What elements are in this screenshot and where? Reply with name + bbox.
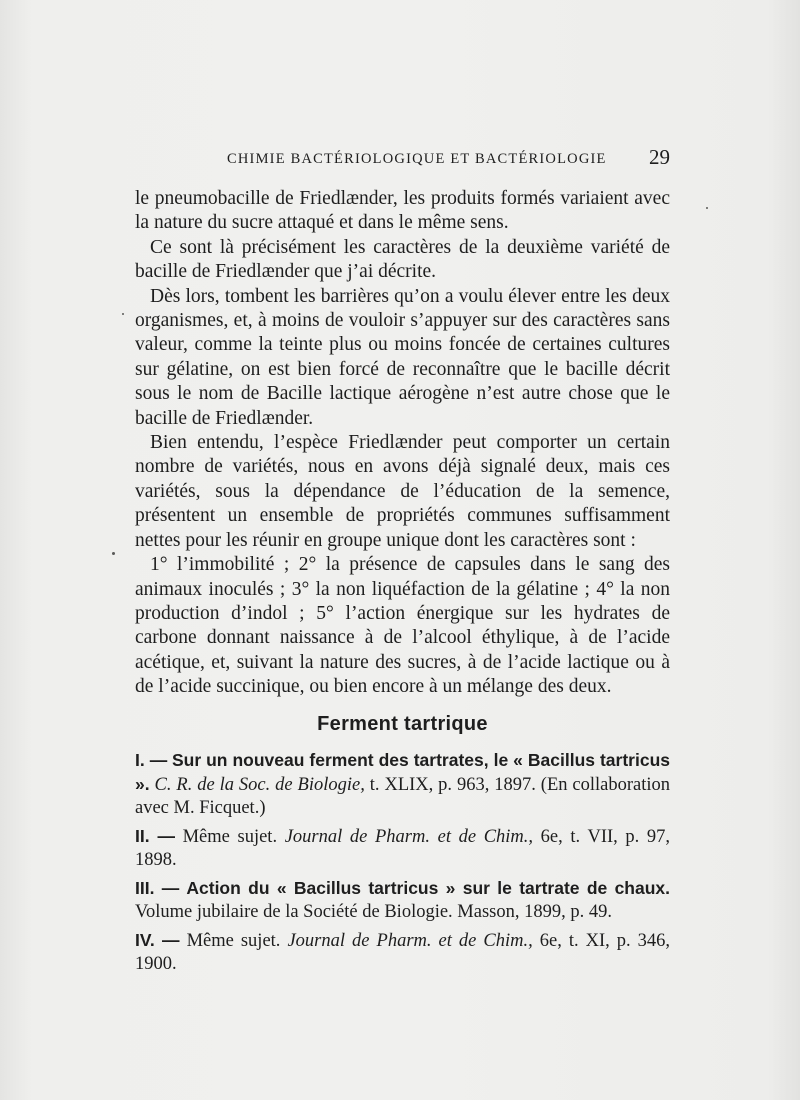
- reference-details: t. XLIX, p. 963, 1897. (En collaboration avec M. Ficquet.): [135, 775, 671, 818]
- paragraph: Ce sont là précisément les caractères de la deuxième variété de bacille de Friedlænder que j’ai décrite.: [135, 236, 670, 283]
- reference-details: Volume jubilaire de la Société de Biologie. Masson, 1899, p. 49.: [135, 902, 612, 922]
- page-number: 29: [649, 145, 670, 169]
- reference-number: IV. —: [135, 930, 180, 950]
- reference-journal: C. R. de la Soc. de Biologie,: [154, 775, 365, 795]
- reference-number: I. —: [135, 750, 168, 770]
- reference-title: Même sujet.: [186, 931, 281, 951]
- paragraph: Bien entendu, l’espèce Friedlænder peut comporter un certain nombre de variétés, nous en avons déjà signalé deux, mais ces variétés, sous la dépendance de l’éducation de la semence, présentent un ensemble de propriétés communes suffisamment nettes pour les réunir en groupe unique dont les caractères sont :: [135, 432, 670, 551]
- paragraph: Dès lors, tombent les barrières qu’on a voulu élever entre les deux organismes, et, à moins de vouloir s’appuyer sur des caractères sans valeur, comme la teinte plus ou moins foncée de certaines cultures sur gélatine, on est bien forcé de reconnaître que le bacille décrit sous le nom de Bacille lactique aérogène n’est autre chose que le bacille de Friedlænder.: [135, 285, 670, 429]
- reference-item: [135, 877, 670, 924]
- section-heading: Ferment tartrique: [317, 713, 488, 735]
- reference-list: [135, 749, 670, 981]
- reference-number: III. —: [135, 878, 180, 898]
- body-text: [135, 187, 670, 700]
- reference-title: Sur un nouveau ferment des tartrates, le « Bacillus tartricus ».: [135, 750, 671, 794]
- reference-details: 6e, t. VII, p. 97, 1898.: [135, 827, 671, 870]
- paper-speck: [706, 207, 708, 209]
- reference-journal: Journal de Pharm. et de Chim.,: [287, 931, 533, 951]
- reference-item: [135, 929, 670, 976]
- reference-title: Même sujet.: [182, 827, 278, 847]
- paragraph: le pneumobacille de Friedlænder, les produits formés variaient avec la nature du sucre attaqué et dans le même sens.: [135, 188, 670, 234]
- reference-journal: Journal de Pharm. et de Chim.,: [284, 827, 534, 847]
- page-header: [135, 145, 670, 181]
- reference-details: 6e, t. XI, p. 346, 1900.: [135, 931, 671, 974]
- reference-title: Action du « Bacillus tartricus » sur le tartrate de chaux.: [186, 878, 671, 898]
- paper-speck: [112, 552, 115, 555]
- reference-number: II. —: [135, 826, 175, 846]
- reference-item: [135, 825, 670, 872]
- reference-item: [135, 749, 670, 820]
- paragraph: 1° l’immobilité ; 2° la présence de capsules dans le sang des animaux inoculés ; 3° la non liquéfaction de la gélatine ; 4° la non production d’indol ; 5° l’action énergique sur les hydrates de carbone donnant naissance à de l’alcool éthylique, à de l’acide acétique, et, suivant la nature des sucres, à de l’acide lactique ou à de l’acide succinique, ou bien encore à un mélange des deux.: [135, 554, 670, 698]
- running-title: CHIMIE BACTÉRIOLOGIQUE ET BACTÉRIOLOGIE: [227, 151, 607, 167]
- paper-speck: [122, 313, 124, 315]
